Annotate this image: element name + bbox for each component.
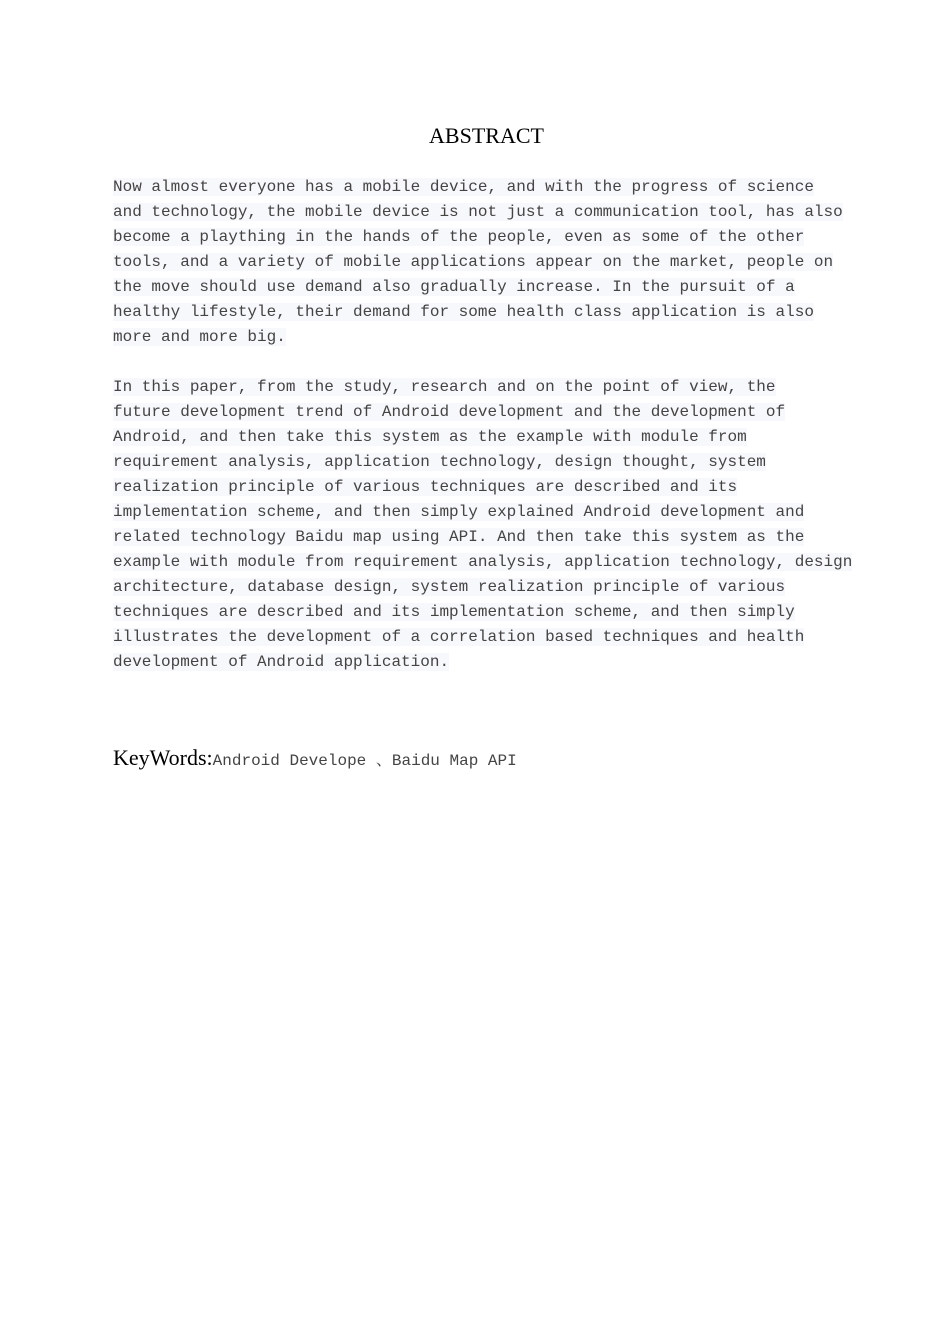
abstract-paragraph-2 <box>113 375 873 675</box>
abstract-paragraph-1 <box>113 175 873 350</box>
abstract-title: ABSTRACT <box>429 123 544 148</box>
paragraph-text: In this paper, from the study, research and on the point of view, the future development trend of Android development and the development of Android, and then take this system as the example with module from requirement analysis, application technology, design thought, system realization principle of various techniques are described and its implementation scheme, and then simply explained Android development and related technology Baidu map using API. And then take this system as the example with module from requirement analysis, application technology, design architecture, database design, system realization principle of various techniques are described and its implementation scheme, and then simply illustrates the development of a correlation based techniques and health development of Android application. <box>113 378 853 671</box>
abstract-body <box>113 175 873 675</box>
keywords-label: KeyWords: <box>113 745 213 770</box>
keywords-line <box>113 745 873 771</box>
paragraph-text: Now almost everyone has a mobile device, and with the progress of science and technology, the mobile device is not just a communication tool, has also become a plaything in the hands of the people, even as some of the other tools, and a variety of mobile applications appear on the market, people on the move should use demand also gradually increase. In the pursuit of a healthy lifestyle, their demand for some health class application is also more and more big. <box>113 178 843 346</box>
keywords-value: Android Develope 、Baidu Map API <box>212 752 517 770</box>
